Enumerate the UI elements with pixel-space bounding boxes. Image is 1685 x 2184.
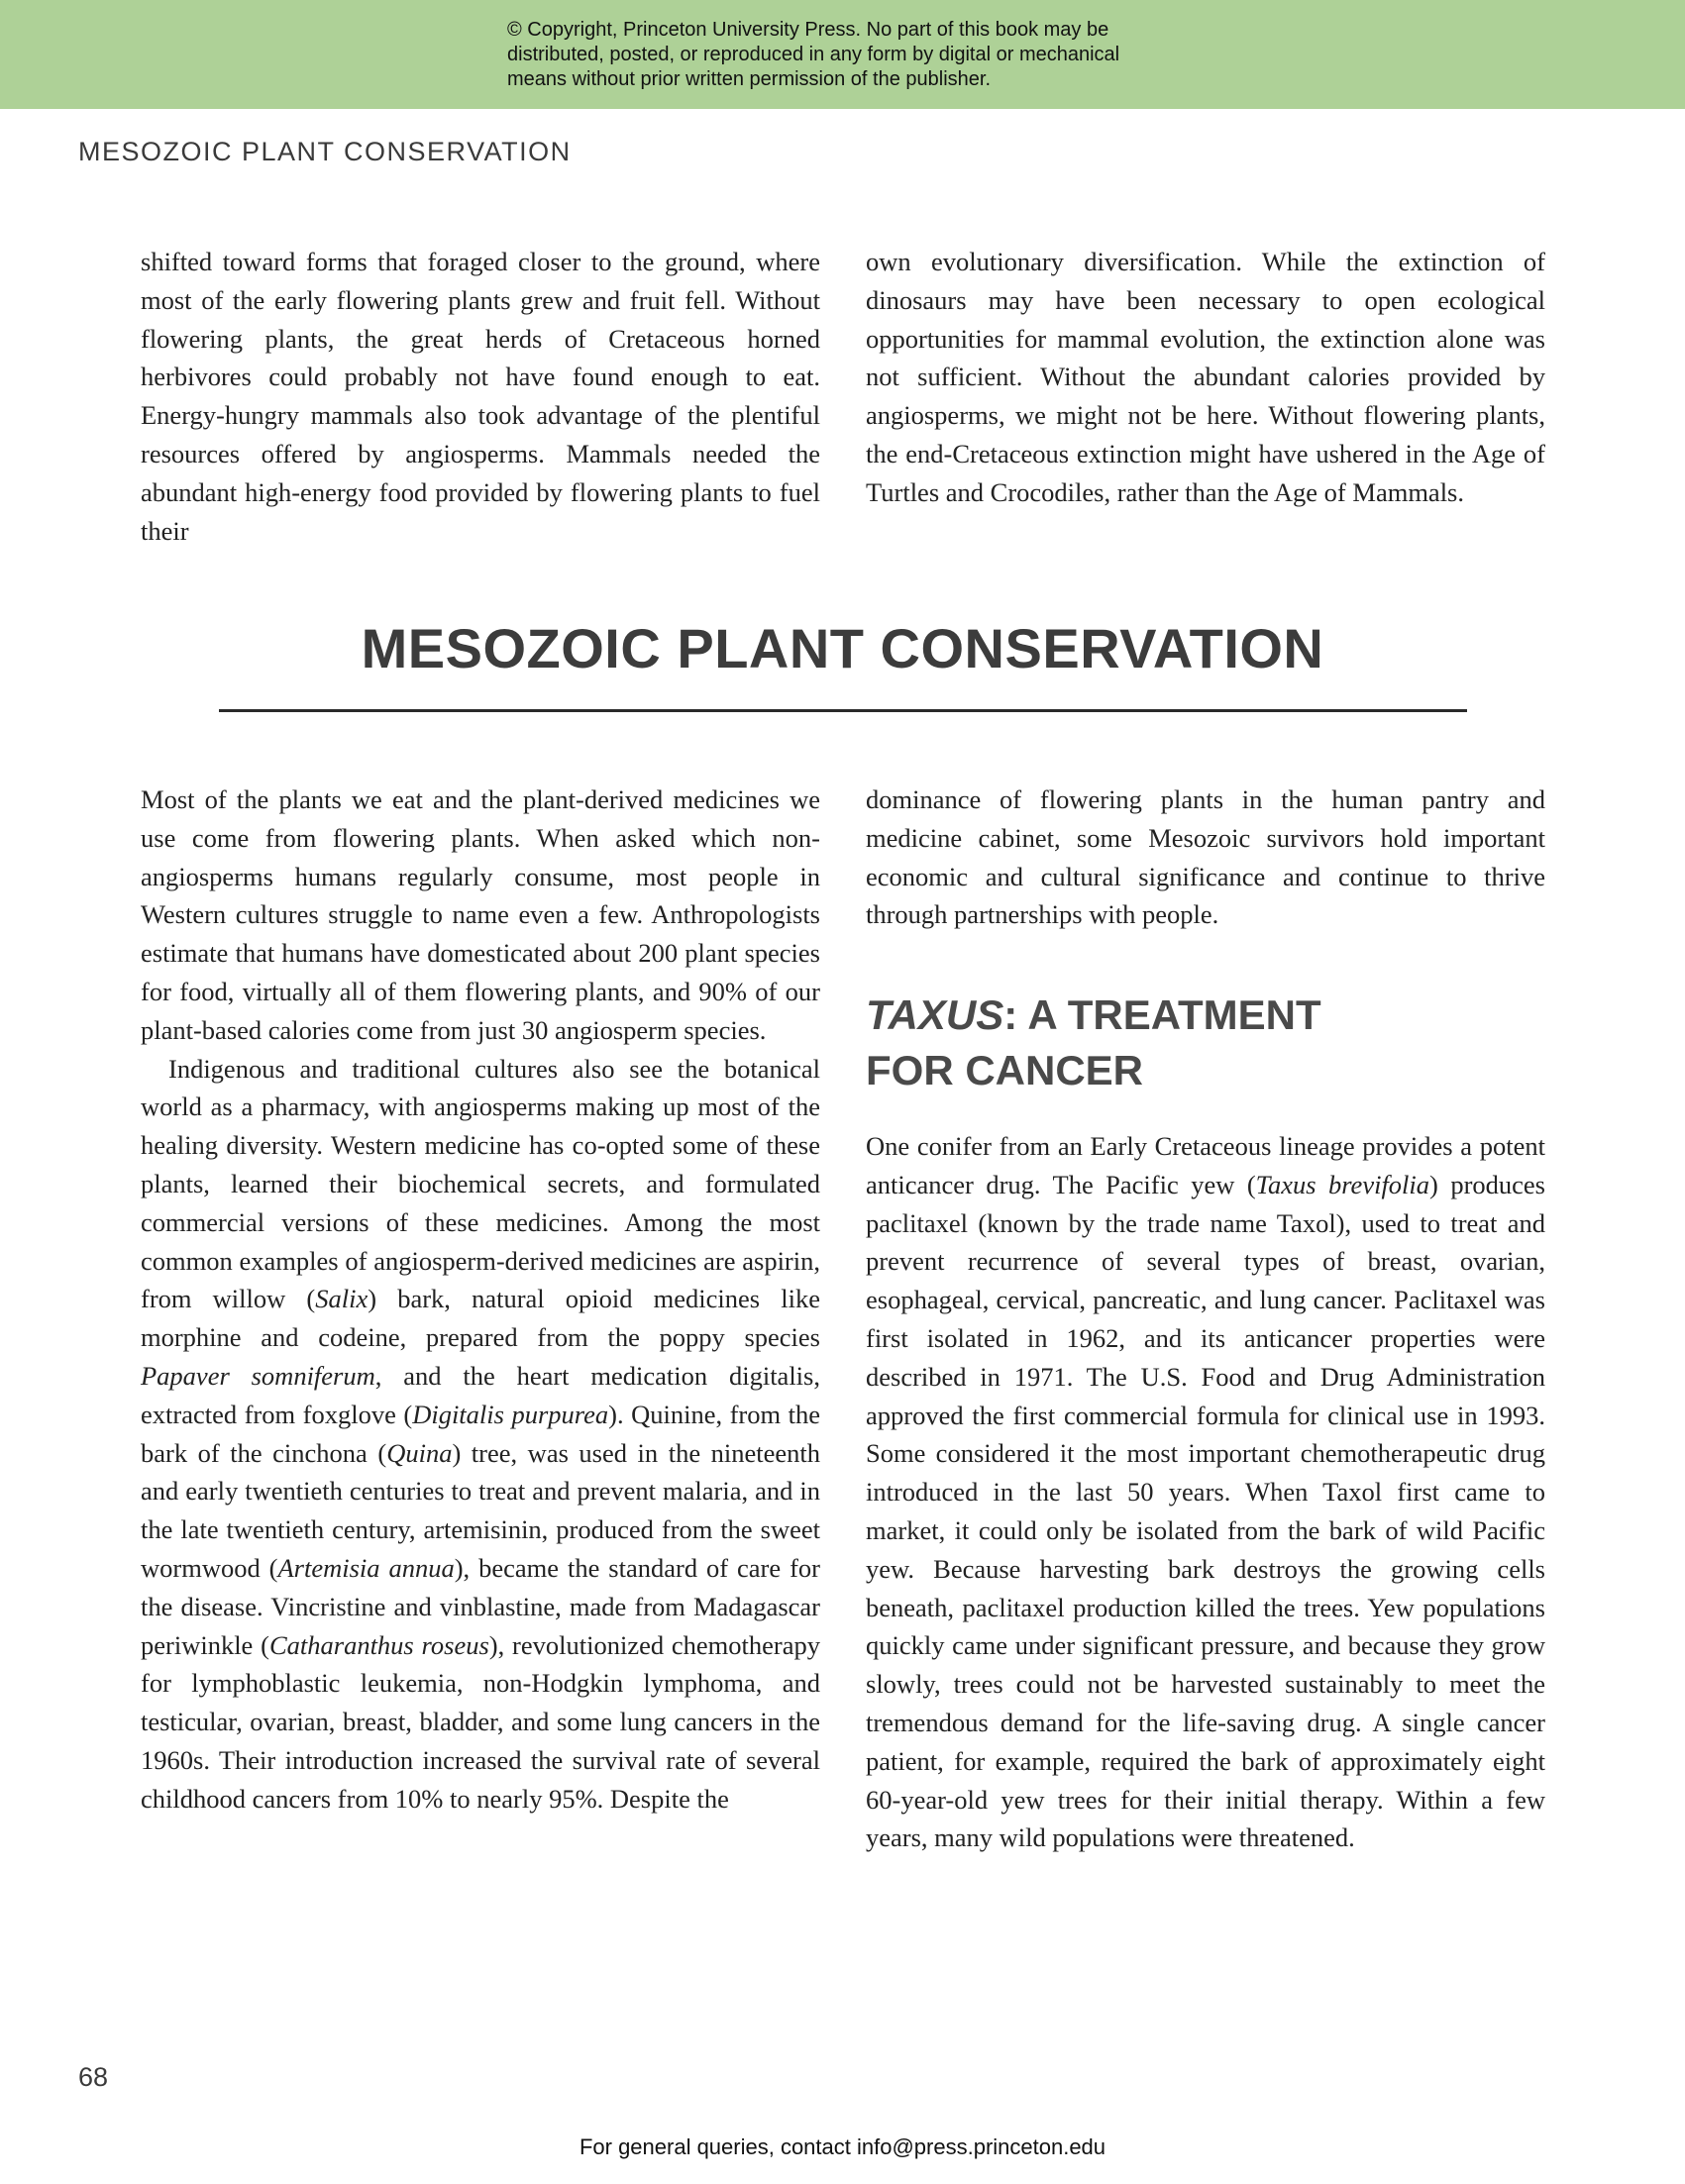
top-right-column <box>866 243 1545 512</box>
body-right-taxus <box>866 1127 1545 1857</box>
paragraph: dominance of flowering plants in the human pantry and medicine cabinet, some Mesozoic survivors hold important economic and cultural significance and continue to thrive through partnerships with people. <box>866 784 1545 930</box>
genus-name: TAXUS <box>866 991 1004 1038</box>
text-run: ) tree, was used in the nineteenth and early twentieth centuries to treat and prevent malaria, and in the late twentieth century, artemisinin, produced from the sweet wormwood ( <box>141 1437 820 1583</box>
title-divider <box>219 709 1467 712</box>
body-left-column <box>141 780 820 1819</box>
text-run: ) produces paclitaxel (known by the trade name Taxol), used to treat and prevent recurrence of several types of breast, ovarian, esophageal, cervical, pancreatic, and lung cancer. Paclitaxel was first isolated in 1962, and its anticancer properties were described in 1971. The U.S. Food and Drug Administration approved the first commercial formula for clinical use in 1993. Some considered it the most important chemotherapeutic drug introduced in the last 50 years. When Taxol first came to market, it could only be isolated from the bark of wild Pacific yew. Because harvesting bark destroys the growing cells beneath, paclitaxel production killed the trees. Yew populations quickly came under significant pressure, and because they grow slowly, trees could not be harvested sustainably to meet the tremendous demand for the life-saving drug. A single cancer patient, for example, required the bark of approximately eight 60-year-old yew trees for their initial therapy. Within a few years, many wild populations were threatened. <box>866 1169 1545 1853</box>
text-run: ), became the standard of care for the disease. Vincristine and vinblastine, made from Madagascar periwinkle ( <box>141 1552 820 1660</box>
species-name: Artemisia annua <box>277 1552 455 1583</box>
subsection-heading-line-1 <box>866 988 1545 1043</box>
text-run: , and the heart medication digitalis, extracted from foxglove ( <box>141 1360 820 1429</box>
paragraph: own evolutionary diversification. While the extinction of dinosaurs may have been necessary to open ecological opportunities for mammal evolution, the extinction alone was not sufficient. Without the abundant calories provided by angiosperms, we might not be here. Without flowering plants, the end-Cretaceous extinction might have ushered in the Age of Turtles and Crocodiles, rather than the Age of Mammals. <box>866 247 1545 507</box>
text-run: ). Quinine, from the bark of the cinchona ( <box>141 1399 821 1468</box>
section-title: MESOZOIC PLANT CONSERVATION <box>361 617 1324 679</box>
species-name: Salix <box>315 1284 369 1314</box>
body-right-intro <box>866 780 1545 934</box>
species-name: Digitalis purpurea <box>412 1399 609 1429</box>
species-name: Taxus brevifolia <box>1255 1169 1430 1199</box>
paragraph <box>866 1127 1545 1857</box>
species-name: Catharanthus roseus <box>268 1629 489 1660</box>
paragraph <box>141 1050 820 1819</box>
running-head: MESOZOIC PLANT CONSERVATION <box>78 137 572 166</box>
heading-text: : A TREATMENT <box>1003 991 1321 1038</box>
subsection-heading <box>866 988 1545 1098</box>
copyright-line-2: distributed, posted, or reproduced in any form by digital or mechanical <box>507 44 1120 65</box>
text-run: One conifer from an Early Cretaceous lineage provides a potent anticancer drug. The Pacific yew ( <box>866 1131 1545 1199</box>
paragraph: shifted toward forms that foraged closer to the ground, where most of the early flowering plants grew and fruit fell. Without flowering plants, the great herds of Cretaceous horned herbivores could probably not have found enough to eat. Energy-hungry mammals also took advantage of the plentiful resources offered by angiosperms. Mammals needed the abundant high-energy food provided by flowering plants to fuel their <box>141 247 820 546</box>
page-number: 68 <box>78 2062 109 2092</box>
copyright-banner <box>0 0 1685 109</box>
species-name: Papaver somniferum <box>141 1360 375 1391</box>
text-run: Indigenous and traditional cultures also see the botanical world as a pharmacy, with angiosperms making up most of the healing diversity. Western medicine has co-opted some of these plants, learned their biochemical secrets, and formulated commercial versions of these medicines. Among the most common examples of angiosperm-derived medicines are aspirin, from willow ( <box>141 1053 820 1314</box>
footer-contact: For general queries, contact info@press.princeton.edu <box>579 2134 1106 2159</box>
text-run: ), revolutionized chemotherapy for lymphoblastic leukemia, non-Hodgkin lymphoma, and testicular, ovarian, breast, bladder, and some lung cancers in the 1960s. Their introduction increased the survival rate of several childhood cancers from 10% to nearly 95%. Despite the <box>141 1629 821 1814</box>
copyright-notice <box>507 18 1260 92</box>
top-left-column <box>141 243 820 550</box>
text-run: ) bark, natural opioid medicines like morphine and codeine, prepared from the poppy species <box>141 1284 820 1353</box>
subsection-heading-line-2: FOR CANCER <box>866 1047 1143 1093</box>
copyright-line-1: © Copyright, Princeton University Press. No part of this book may be <box>507 19 1109 41</box>
paragraph: Most of the plants we eat and the plant-derived medicines we use come from flowering plants. When asked which non-angiosperms humans regularly consume, most people in Western cultures struggle to name even a few. Anthropologists estimate that humans have domesticated about 200 plant species for food, virtually all of them flowering plants, and 90% of our plant-based calories come from just 30 angiosperm species. <box>141 784 820 1045</box>
copyright-line-3: means without prior written permission of the publisher. <box>507 68 992 90</box>
species-name: Quina <box>386 1437 453 1468</box>
